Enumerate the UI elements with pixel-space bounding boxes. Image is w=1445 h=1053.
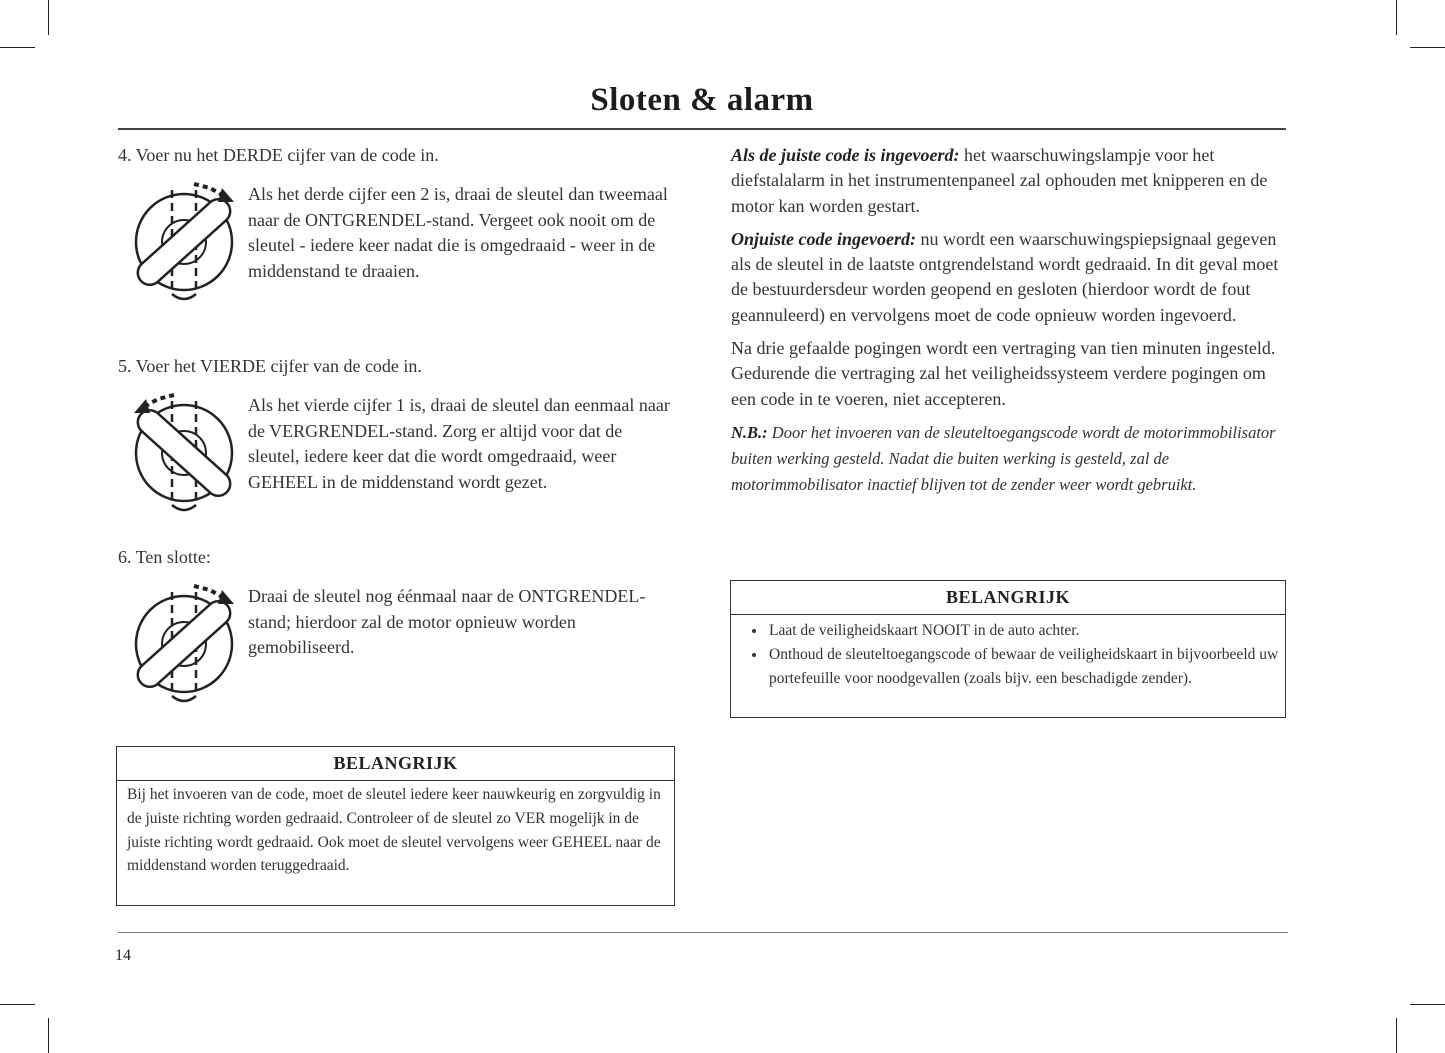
correct-code-label: Als de juiste code is ingevoerd: [731, 145, 960, 165]
right-column [731, 143, 1286, 506]
step-5 [118, 387, 678, 517]
list-item: • Onthoud de sleuteltoegangscode of bewaar de veiligheidskaart in bijvoorbeeld uw portefeuille voor noodgevallen (zoals bijv. een beschadigde zender). [767, 643, 1285, 691]
important-list [731, 619, 1285, 690]
footer-rule [118, 932, 1288, 933]
delay-paragraph: Na drie gefaalde pogingen wordt een vertraging van tien minuten ingesteld. Gedurende die vertraging zal het veiligheidssysteem verdere pogingen om een code in te voeren, niet accepteren. [731, 338, 1276, 409]
step-6-text: Draai de sleutel nog éénmaal naar de ONTGRENDEL-stand; hierdoor zal de motor opnieuw worden gemobiliseerd. [248, 586, 646, 657]
important-box-left [116, 746, 675, 906]
correct-code-paragraph [731, 143, 1286, 219]
crop-mark [1396, 0, 1397, 35]
wrong-code-text: nu wordt een waarschuwingspiepsignaal gegeven als de sleutel in de laatste ontgrendelstand wordt gedraaid. In dit geval moet de bestuurdersdeur worden geopend en gesloten (hierdoor wordt de fout geannuleerd) en vervolgens moet de code opnieuw worden ingevoerd. [731, 228, 1279, 325]
step-6-line: 6. Ten slotte: [118, 547, 211, 567]
nb-paragraph [731, 420, 1286, 498]
nb-label: N.B.: [731, 422, 768, 442]
crop-mark [48, 0, 49, 35]
key-turn-unlock-icon [124, 578, 244, 708]
crop-mark [0, 1004, 35, 1005]
step-5-line: 5. Voer het VIERDE cijfer van de code in. [118, 356, 422, 376]
crop-mark [48, 1018, 49, 1053]
step-4 [118, 176, 678, 306]
page-title: Sloten & alarm [590, 82, 814, 118]
key-turn-unlock-icon [124, 176, 244, 306]
step-4-text: Als het derde cijfer een 2 is, draai de sleutel dan tweemaal naar de ONTGRENDEL-stand. Vergeet ook nooit om de sleutel - iedere keer nadat die is omgedraaid - weer in de middenstand te draaien. [248, 184, 668, 281]
crop-mark [1410, 1004, 1445, 1005]
important-body: Bij het invoeren van de code, moet de sleutel iedere keer nauwkeurig en zorgvuldig in de juiste richting worden gedraaid. Controleer of de sleutel zo VER mogelijk in de juiste richting wordt gedraaid. Ook moet de sleutel vervolgens weer GEHEEL naar de middenstand worden teruggedraaid. [127, 786, 661, 875]
crop-mark [0, 47, 35, 48]
list-item: • Laat de veiligheidskaart NOOIT in de auto achter. [767, 619, 1285, 643]
step-6 [118, 578, 678, 708]
important-box-right [730, 580, 1286, 718]
key-turn-lock-icon [124, 387, 244, 517]
wrong-code-label: Onjuiste code ingevoerd: [731, 228, 916, 249]
important-heading: BELANGRIJK [117, 747, 674, 781]
correct-code-text: het waarschuwingslampje voor het diefstalalarm in het instrumentenpaneel zal ophouden met knipperen en de motor kan worden gestart. [731, 145, 1268, 216]
step-5-text: Als het vierde cijfer 1 is, draai de sleutel dan eenmaal naar de VERGRENDEL-stand. Zorg er altijd voor dat de sleutel, iedere keer dat die wordt omgedraaid, weer GEHEEL in de middenstand wordt gezet. [248, 395, 670, 492]
crop-mark [1396, 1018, 1397, 1053]
wrong-code-paragraph [731, 227, 1286, 328]
left-column [118, 143, 678, 708]
title-rule [118, 128, 1286, 130]
important-heading: BELANGRIJK [731, 581, 1285, 615]
step-4-line: 4. Voer nu het DERDE cijfer van de code in. [118, 145, 439, 165]
nb-text: Door het invoeren van de sleuteltoegangscode wordt de motorimmobilisator buiten werking gesteld. Nadat die buiten werking is gesteld, zal de motorimmobilisator inactief blijven tot de zender weer wordt gebruikt. [731, 422, 1276, 494]
page-number: 14 [115, 947, 131, 964]
crop-mark [1410, 47, 1445, 48]
